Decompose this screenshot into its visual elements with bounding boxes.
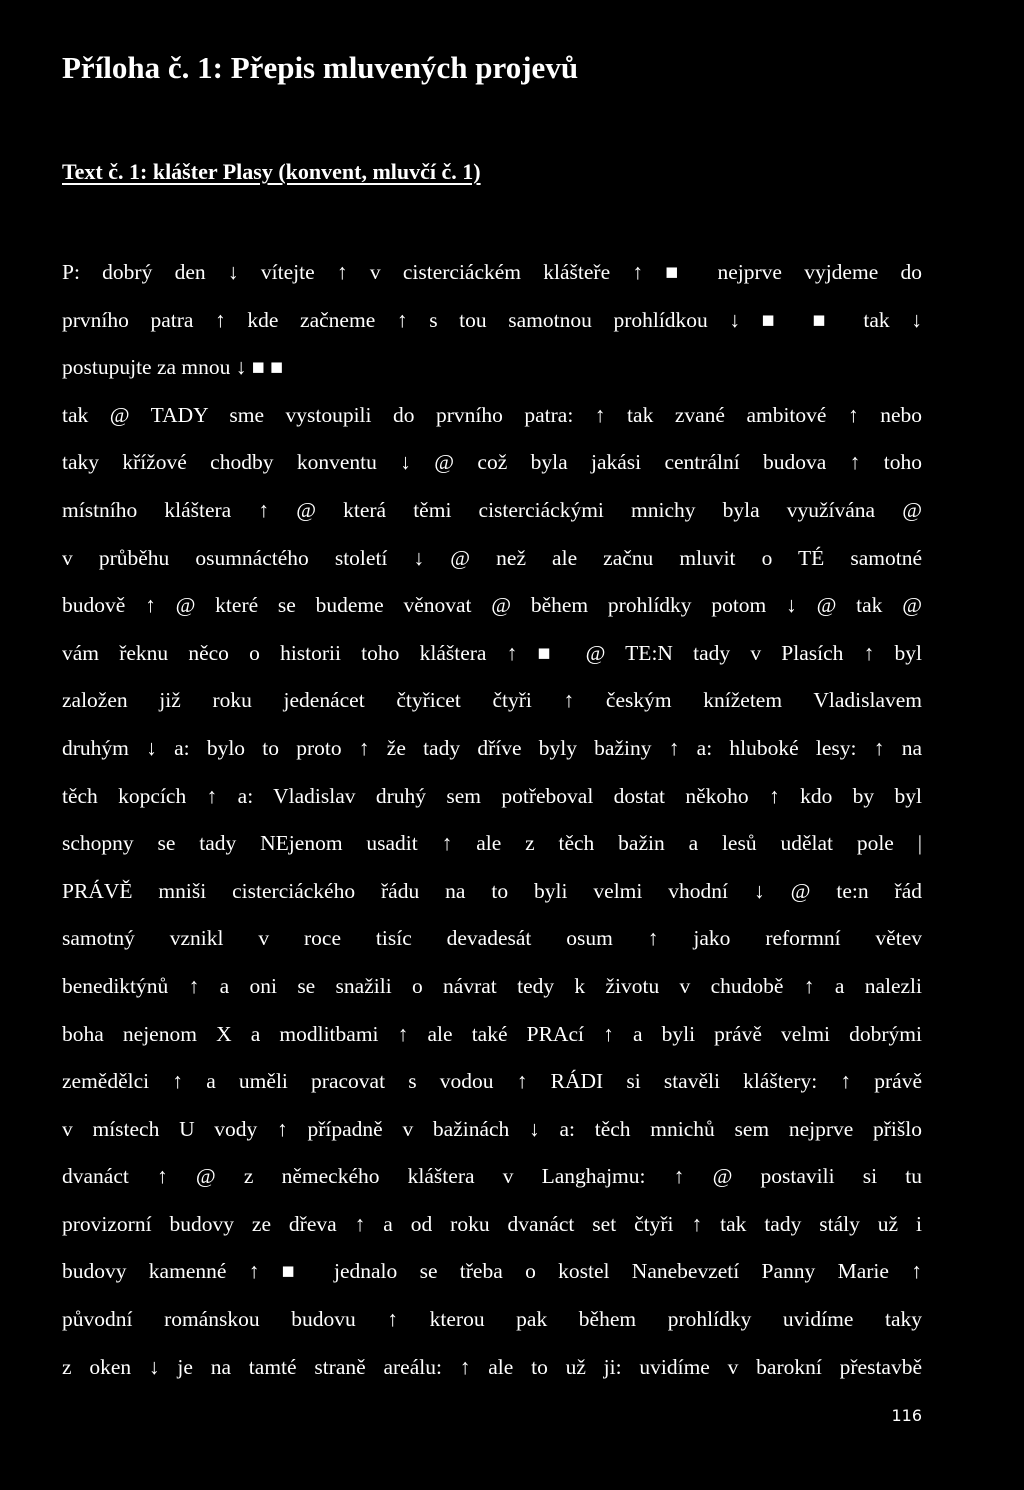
transcript-line: z oken ↓ je na tamté straně areálu: ↑ ale to už ji: uvidíme v barokní přestavbě: [62, 1354, 922, 1379]
transcript-line: druhým ↓ a: bylo to proto ↑ že tady dříve byly bažiny ↑ a: hluboké lesy: ↑ na: [62, 735, 922, 760]
transcript-line: taky křížové chodby konventu ↓ @ což byla jakási centrální budova ↑ toho: [62, 450, 922, 475]
transcript-line: v průběhu osumnáctého století ↓ @ než ale začnu mluvit o TÉ samotné: [62, 545, 922, 570]
transcript-line: založen již roku jedenácet čtyřicet čtyři ↑ českým knížetem Vladislavem: [62, 688, 922, 713]
transcript-line: boha nejenom X a modlitbami ↑ ale také PRAcí ↑ a byli právě velmi dobrými: [62, 1021, 922, 1046]
transcript-line: těch kopcích ↑ a: Vladislav druhý sem potřeboval dostat někoho ↑ kdo by byl: [62, 783, 922, 808]
transcript-line: dvanáct ↑ @ z německého kláštera v Langhajmu: ↑ @ postavili si tu: [62, 1164, 922, 1189]
transcript-line: provizorní budovy ze dřeva ↑ a od roku dvanáct set čtyři ↑ tak tady stály už i: [62, 1211, 922, 1236]
transcript-line: v místech U vody ↑ případně v bažinách ↓ a: těch mnichů sem nejprve přišlo: [62, 1116, 922, 1141]
transcript-line: vám řeknu něco o historii toho kláštera ↑ ■ @ TE:N tady v Plasích ↑ byl: [62, 640, 922, 665]
transcript-line: budově ↑ @ které se budeme věnovat @ během prohlídky potom ↓ @ tak @: [62, 593, 922, 618]
transcript-line: tak @ TADY sme vystoupili do prvního patra: ↑ tak zvané ambitové ↑ nebo: [62, 402, 922, 427]
transcript-line: zemědělci ↑ a uměli pracovat s vodou ↑ RÁDI si stavěli kláštery: ↑ právě: [62, 1069, 922, 1094]
text-subheading: Text č. 1: klášter Plasy (konvent, mluvčí č. 1): [62, 159, 481, 184]
transcript-line: postupujte za mnou ↓ ■ ■: [62, 355, 284, 380]
appendix-heading: Příloha č. 1: Přepis mluvených projevů: [62, 50, 579, 85]
transcript-line: benediktýnů ↑ a oni se snažili o návrat tedy k životu v chudobě ↑ a nalezli: [62, 973, 922, 998]
transcript-line: schopny se tady NEjenom usadit ↑ ale z těch bažin a lesů udělat pole |: [62, 831, 922, 856]
transcript-line: budovy kamenné ↑ ■ jednalo se třeba o kostel Nanebevzetí Panny Marie ↑: [62, 1259, 922, 1284]
transcript-line: prvního patra ↑ kde začneme ↑ s tou samotnou prohlídkou ↓ ■ ■ tak ↓: [62, 307, 922, 332]
transcript-line: samotný vznikl v roce tisíc devadesát osum ↑ jako reformní větev: [62, 926, 922, 951]
page-number: 116: [891, 1406, 922, 1425]
transcript-line: místního kláštera ↑ @ která těmi cisterciáckými mnichy byla využívána @: [62, 497, 922, 522]
transcript-body: [62, 252, 922, 1394]
transcript-line: P: dobrý den ↓ vítejte ↑ v cisterciáckém klášteře ↑ ■ nejprve vyjdeme do: [62, 260, 922, 284]
transcript-line: původní románskou budovu ↑ kterou pak během prohlídky uvidíme taky: [62, 1307, 922, 1332]
transcript-line: PRÁVĚ mniši cisterciáckého řádu na to byli velmi vhodní ↓ @ te:n řád: [62, 878, 922, 903]
